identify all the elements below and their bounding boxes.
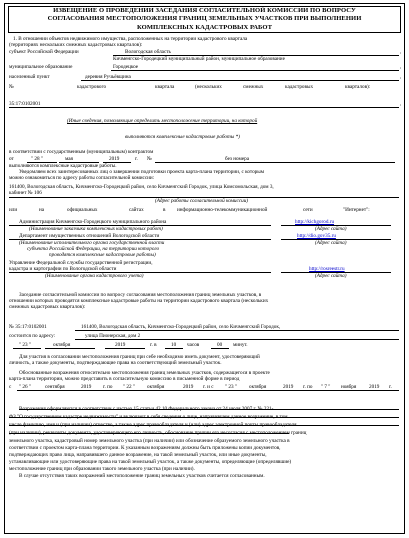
cad-number: 35:17:0102001 <box>9 101 41 107</box>
period-m1: сентября <box>45 384 65 390</box>
customer-site-link[interactable]: http://kichgorod.ru <box>295 219 335 225</box>
cad-label-2: квартала <box>155 84 175 90</box>
period-m4: ноября <box>341 384 357 390</box>
department-site-link[interactable]: http://dio.gov35.ru <box>297 233 336 239</box>
period-y1: 2019 <box>81 384 92 390</box>
meeting-line-3: смежных кадастровых кварталов): <box>9 304 86 310</box>
contract-number: без номера <box>225 156 250 162</box>
period-from: с <box>9 384 12 390</box>
participation-line-3: Обоснованные возражения относительно местоположения границ земельных участков, содержащегося в проекте <box>19 370 270 376</box>
meeting-g: г. в <box>150 342 157 348</box>
org-department-note-1: (Наименование исполнительного органа государственной власти <box>19 240 165 246</box>
intro-line-1: 1. В отношении объектов недвижимого имущества, расположенных на территории кадастрового квартала <box>13 36 248 42</box>
web-intro-6: информационно-телекоммуникационной <box>177 207 268 213</box>
objections-line-5: земельного участка, кадастровый номер земельного участка (при наличии) или обозначение образуемого земельного участка в <box>9 438 290 444</box>
meeting-day: " 23 " <box>19 342 32 348</box>
period-g1: г. по <box>103 384 113 390</box>
settlement-underline <box>81 80 399 81</box>
web-intro-2: на <box>39 207 45 213</box>
meeting-minute: 00 <box>217 342 223 348</box>
settlement-value: деревня Ручьёвщина <box>85 74 131 80</box>
contract-g: г. <box>135 156 138 162</box>
org-customer: Администрация Кичменгско-Городецкого муниципального района <box>19 219 167 225</box>
org-customer-note: (Наименование заказчика комплексных кадастровых работ) <box>29 226 163 232</box>
objections-line-4: (при наличии), реквизиты документа, удостоверяющего его личность, обоснование причин его несогласия с местоположением границ <box>9 430 307 436</box>
subject-value: Вологодская область <box>125 49 171 55</box>
commission-address-2: кабинет № 106 <box>9 190 42 196</box>
rosreestr-site-link[interactable]: http://rosreestr.ru <box>309 266 345 272</box>
commission-address-note: (Адрес работы согласительной комиссии) <box>155 198 249 204</box>
municipal-value-2: Городецкое <box>113 64 139 70</box>
contract-year: 2019 <box>109 156 120 162</box>
org-rosreestr-1: Управление Федеральной службы государственной регистрации, <box>9 260 153 266</box>
subject-label: субъект Российской Федерации <box>9 49 79 55</box>
participation-line-4: карта-плана территории, можно представить в согласительную комиссию в письменной форме в период <box>9 376 240 382</box>
web-intro-4: сайтах <box>129 207 144 213</box>
cad-label-3: (нескольких <box>195 84 222 90</box>
contract-from: от <box>9 156 14 162</box>
period-d1: " 26 " <box>19 384 32 390</box>
site-note-3: (Адрес сайта) <box>315 273 347 279</box>
objections-line-9: местоположение границ при образовании такого земельного участка (при наличии). <box>9 466 195 472</box>
cad-underline <box>9 107 399 108</box>
objections-line-6: соответствии с проектом карта-плана территории. К указанным возражениям должны быть приложены копии документов, <box>9 445 281 451</box>
strike-3 <box>9 425 399 426</box>
period-y4: 2019 <box>369 384 380 390</box>
web-intro-3: официальных <box>67 207 98 213</box>
period-m2: октября <box>147 384 165 390</box>
site-note-2: (Адрес сайта) <box>315 240 347 246</box>
strike-1 <box>19 409 399 410</box>
org-rosreestr-2: кадастра и картографии по Вологодской области <box>9 266 117 272</box>
contract-line-3: Уведомляем всех заинтересованных лиц о завершении подготовки проекта карта-плана территории, с которым <box>19 169 265 175</box>
title-line-1: ИЗВЕЩЕНИЕ О ПРОВЕДЕНИИ ЗАСЕДАНИЯ СОГЛАСИТЕЛЬНОЙ КОМИССИИ ПО ВОПРОСУ <box>53 7 356 14</box>
participation-line-1: Для участия в согласовании местоположения границ при себе необходимо иметь документ, удостоверяющий <box>19 354 260 360</box>
settlement-label: населенный пункт <box>9 74 50 80</box>
meeting-hour-label: часов <box>187 342 200 348</box>
note-other-info-2: выполняются комплексные кадастровые работы *) <box>125 134 240 140</box>
period-d4: " 7 " <box>321 384 331 390</box>
period-y3: 2019 <box>283 384 294 390</box>
commission-address-1: 161400, Вологодская область, Кичменгско-Городецкий район, село Кичменгский Городок, улица Комсомольская, дом 3, <box>9 184 274 190</box>
title-line-3: КОМПЛЕКСНЫХ КАДАСТРОВЫХ РАБОТ <box>136 23 273 31</box>
period-d3: " 23 " <box>225 384 238 390</box>
objections-line-8: устанавливающие или удостоверяющие права на такой земельный участок, а также документы, определяющие (определявшие) <box>9 459 292 465</box>
meeting-venue-2: улица Пионерская, дом 2 <box>85 333 141 339</box>
objections-line-3: числе фамилию, имя и (при наличии) отчество, а также адрес правообладателя и (или) адрес электронной почты правообладателя <box>9 422 297 428</box>
municipal-label: муниципальное образование <box>9 64 73 70</box>
org-department-note-3: проводятся комплексные кадастровые работы) <box>49 252 156 258</box>
objections-line-2: ФЗ "О государственном кадастре недвижимости" и включают в себя сведения о лице, направившем данное возражение, в том <box>9 414 288 420</box>
contract-line-1: в соответствии с государственным (муниципальным) контрактом <box>9 149 154 155</box>
participation-line-2: личность, а также документы, подтверждающие права на соответствующий земельный участок. <box>9 360 222 366</box>
cad-label-1: кадастрового <box>77 84 107 90</box>
strike-2 <box>9 417 399 418</box>
period-g4: г. <box>389 384 392 390</box>
document-title <box>8 6 401 33</box>
period-m3: октября <box>249 384 267 390</box>
contract-line-4: можно ознакомиться по адресу работы согласительной комиссии: <box>9 175 155 181</box>
notice-document: ИЗВЕЩЕНИЕ О ПРОВЕДЕНИИ ЗАСЕДАНИЯ СОГЛАСИТЕЛЬНОЙ КОМИССИИ ПО ВОПРОСУ СОГЛАСОВАНИЯ МЕСТОПОЛОЖЕНИЯ ГРАНИЦ ЗЕМЕЛЬНЫХ УЧАСТКОВ ПРИ ВЫПОЛНЕНИИ КОМПЛЕКСНЫХ КАДАСТРОВЫХ РАБОТ 1. В отношении объектов недвижимого имущества, расположенных на территории кадастрового квартала (территориях нескольких смежных кадастровых кварталов): субъект Российской Федерации Вологодская область , Кичменгско-Городецкий муниципальный район, муниципальное образование муниципальное образование Городецкое , населенный пункт деревня Ручьёвщина , № кадастрового квартала (нескольких смежных кадастровых кварталов): 35:17:0102001 , (Иные сведения, позволяющие определить местоположение территории, на которой выполняются комплексные кадастровые работы *) в соответствии с государственным (муниципальным) контрактом от " 28 " мая 2019 г. № без номера выполняются комплексные кадастровые работы. Уведомляем всех заинтересованных лиц о завершении подготовки проекта карта-плана территории, с которым можно ознакомиться по адресу работы согласительной комиссии: 161400, Вологодская область, Кичменгско-Городецкий район, село Кичменгский Городок, улица Комсомольская, дом 3, кабинет № 106 (Адрес работы согласительной комиссии) или на официальных сайтах в информационно-телекоммуникационной сети "Интернет": Администрация Кичменгско-Городецкого муниципального района http://kichgorod.ru (Наименование заказчика комплексных кадастровых работ) (Адрес сайта) Департамент имущественных отношений Вологодской области http://dio.gov35.ru (Наименование исполнительного органа государственной власти (Адрес сайта) субъекта Российской Федерации, на территории которого проводятся комплексные кадастровые работы) Управление Федеральной службы государственной регистрации, кадастра и картографии по Вологодской области http://rosreestr.ru (Наименование органа кадастрового учета) (Адрес сайта) Заседание согласительной комиссии по вопросу согласования местоположения границ земельных участков, в отношении которых проводятся комплексные кадастровые работы на территории кадастрового квартала (нескольких смежных кадастровых кварталов): № 35:17:0102001 161400, Вологодская область, Кичменгско-Городецкий район, село Кичменгский Городок, состоится по адресу: улица Пионерская, дом 2 " 23 " октября 2019 г. в 10 часов 00 минут. Для участия в согласовании местоположения границ при себе необходимо иметь документ, удостоверяющий личность, а также документы, подтверждающие права на соответствующий земельный участок. Обоснованные возражения относительно местоположения границ земельных участков, содержащегося в проекте карта-плана территории, можно представить в согласительную комиссию в письменной форме в период с " 26 " сентября 2019 г. по " 22 " октября 2019 г. и с " 23 " октября 2019 г. по " 7 " ноября 2019 г. Возражения оформляются в соответствии с частью 15 статьи 42.10 Федерального закона от 24 июля 2007 г. № 221- ФЗ "О государственном кадастре недвижимости" и включают в себя сведения о лице, направившем данное возражение, в том числе фамилию, имя и (при наличии) отчество, а также адрес правообладателя и (или) адрес электронной почты правообладателя (при наличии), реквизиты документа, удостоверяющего его личность, обоснование причин его несогласия с местоположением границ земельного участка, кадастровый номер земельного участка (при наличии) или обозначение образуемого земельного участка в соответствии с проектом карта-плана территории. К указанным возражениям должны быть приложены копии документов, подтверждающих право лица, направившего данное возражение, на такой земельный участок, или иные документы, устанавливающие или удостоверяющие права на такой земельный участок, а также документы, определяющие (определявшие) местоположение границ при образовании такого земельного участка (при наличии). В случае отсутствия таких возражений местоположение границ земельных участков считается согласованным. <box>4 3 405 534</box>
meeting-year: 2019 <box>115 342 126 348</box>
meeting-venue-1: 161400, Вологодская область, Кичменгско-Городецкий район, село Кичменгский Городок, <box>81 324 281 330</box>
cad-label-4: смежных <box>243 84 264 90</box>
objections-line-1: Возражения оформляются в соответствии с частью 15 статьи 42.10 Федерального закона от 24 июля 2007 г. № 221- <box>19 406 274 412</box>
objections-line-10: В случае отсутствия таких возражений местоположение границ земельных участков считается согласованным. <box>19 473 265 479</box>
meeting-cad-number: № 35:17:0102001 <box>9 324 47 330</box>
meeting-month: октября <box>53 342 71 348</box>
cad-nr: № <box>9 84 14 90</box>
period-d2: " 22 " <box>123 384 136 390</box>
intro-line-2: (территориях нескольких смежных кадастровых кварталов): <box>9 42 143 48</box>
org-department: Департамент имущественных отношений Вологодской области <box>19 233 160 239</box>
cad-label-6: кварталов): <box>345 84 371 90</box>
meeting-venue-label: состоится по адресу: <box>9 333 56 339</box>
municipal-value-1: Кичменгско-Городецкий муниципальный район, муниципальное образование <box>113 56 285 62</box>
meeting-line-1: Заседание согласительной комиссии по вопросу согласования местоположения границ земельных участков, в <box>19 292 262 298</box>
org-rosreestr-note: (Наименование органа кадастрового учета) <box>45 273 144 279</box>
meeting-line-2: отношении которых проводятся комплексные кадастровые работы на территории кадастрового квартала (нескольких <box>9 298 269 304</box>
municipal-underline <box>111 70 399 71</box>
org-department-note-2: субъекта Российской Федерации, на территории которого <box>27 246 160 252</box>
contract-day: " 28 " <box>31 156 44 162</box>
cad-label-5: кадастровых <box>285 84 314 90</box>
meeting-hour: 10 <box>171 342 177 348</box>
contract-nr: № <box>147 156 152 162</box>
title-line-2: СОГЛАСОВАНИЯ МЕСТОПОЛОЖЕНИЯ ГРАНИЦ ЗЕМЕЛЬНЫХ УЧАСТКОВ ПРИ ВЫПОЛНЕНИИ <box>47 15 362 23</box>
web-intro-8: "Интернет": <box>343 207 370 213</box>
site-note-1: (Адрес сайта) <box>315 226 347 232</box>
web-intro-7: сети <box>303 207 313 213</box>
period-g3: г. по <box>303 384 313 390</box>
objections-line-7: подтверждающих право лица, направившего данное возражение, на такой земельный участок, или иные документы, <box>9 452 267 458</box>
strike-4 <box>9 433 289 434</box>
period-y2: 2019 <box>183 384 194 390</box>
contract-month: мая <box>65 156 73 162</box>
web-intro-1: или <box>9 207 18 213</box>
web-intro-5: в <box>163 207 166 213</box>
note-other-info: (Иные сведения, позволяющие определить местоположение территории, на которой <box>67 118 258 124</box>
meeting-minute-label: минут. <box>233 342 248 348</box>
contract-line-2: выполняются комплексные кадастровые работы. <box>9 163 117 169</box>
period-g2: г. и с <box>203 384 214 390</box>
